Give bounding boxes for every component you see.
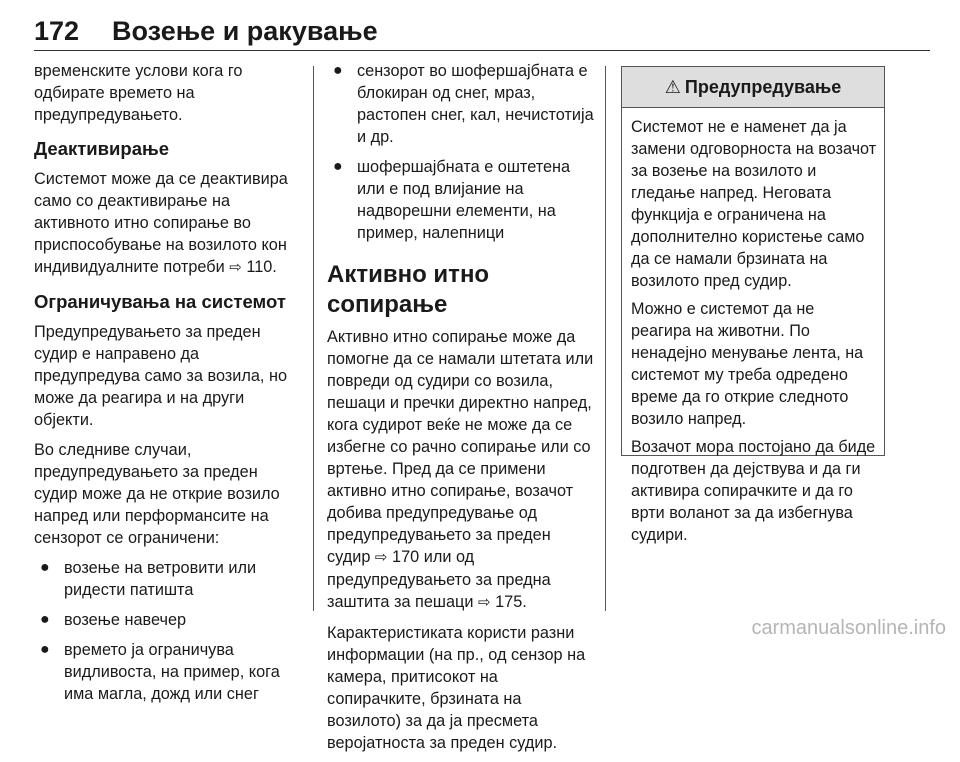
- heading-deactivate: Деактивирање: [34, 138, 170, 159]
- sensor-list: [327, 60, 595, 244]
- column-divider-2: [605, 66, 606, 611]
- list-item: ● возење на ветровити или ридести патишта: [40, 559, 257, 599]
- watermark-text: carmanualsonline.info: [751, 617, 946, 639]
- heading-limits: Ограничувања на системот: [34, 291, 286, 312]
- warning-title: Предупредување: [684, 76, 842, 97]
- active-braking-paragraph-2: Карактеристиката користи разни информации (на пр., од сензор на камера, притисокот на сопирачките, брзината на возилото) за да ја пресмета веројатноста за преден судир.: [327, 624, 586, 752]
- bullet-icon: ●: [40, 559, 50, 576]
- warning-triangle-icon: ⚠: [664, 76, 681, 97]
- page-reference[interactable]: 175.: [495, 593, 527, 611]
- bullet-icon: ●: [40, 641, 50, 658]
- header-divider: [34, 50, 930, 51]
- warning-paragraph-1: Системот не е наменет да ја замени одговорноста на возачот за возење на возилото и гледање напред. Неговата функција е ограничена на дополнително користење само да се намали брзината на возилото пред судир.: [631, 118, 877, 290]
- deactivate-paragraph: Системот може да се деактивира само со деактивирање на активното итно сопирање во приспособување на возилото кон индивидуалните потреби ⇨ 110.: [34, 170, 288, 276]
- limits-list: [34, 557, 304, 705]
- heading-active-braking: Активно итно сопирање: [327, 261, 490, 318]
- limits-paragraph-2: Во следниве случаи, предупредувањето за преден судир може да не открие возило напред или перформансите на сензорот се ограничени:: [34, 441, 280, 547]
- bullet-icon: ●: [333, 158, 343, 175]
- list-item: ● возење навечер: [40, 611, 187, 629]
- active-braking-paragraph-1: Активно итно сопирање може да помогне да се намали штетата или повреди од судири со возила, пешаци и пречки директно напред, кога судирот веќе не може да се избегне со рачно сопирање или со вртење. Пред да се примени активно итно сопирање, возачот добива предупредување од предупредувањето за преден судир ⇨ 170 или од предупредувањето за предна заштита за пешаци ⇨ 175.: [327, 328, 594, 611]
- column-divider-1: [313, 66, 314, 611]
- intro-paragraph: временските услови кога го одбирате времето на предупредувањето.: [34, 62, 243, 124]
- list-item: ● шофершајбната е оштетена или е под влијание на надворешни елементи, на пример, налепници: [333, 158, 571, 242]
- cross-reference-icon[interactable]: ⇨: [477, 594, 491, 611]
- chapter-title: Возење и ракување: [112, 16, 378, 46]
- column-1: [34, 60, 304, 713]
- page-reference[interactable]: 170: [392, 548, 420, 566]
- warning-header: [622, 67, 884, 108]
- limits-paragraph-1: Предупредувањето за преден судир е направено да предупредува само за возила, но може да реагира и на други објекти.: [34, 323, 288, 429]
- list-item: ● времето ја ограничува видливоста, на пример, кога има магла, дожд или снег: [40, 641, 280, 703]
- page-header: [34, 16, 930, 50]
- page-reference[interactable]: 110.: [246, 258, 277, 276]
- warning-paragraph-3: Возачот мора постојано да биде подготвен да дејствува и да ги активира сопирачките и да го врти воланот за да избегнува судири.: [631, 438, 876, 544]
- bullet-icon: ●: [333, 62, 343, 79]
- warning-body: [622, 108, 884, 546]
- column-2: [327, 60, 595, 762]
- bullet-icon: ●: [40, 611, 50, 628]
- list-item: ● сензорот во шофершајбната е блокиран од снег, мраз, растопен снег, кал, нечистотија и др.: [333, 62, 594, 146]
- warning-paragraph-2: Можно е системот да не реагира на животни. По ненадејно менување лента, на системот му треба одредено време да го открие следното возило напред.: [631, 300, 864, 428]
- warning-box: [621, 66, 885, 544]
- page-number: 172: [34, 16, 80, 46]
- cross-reference-icon[interactable]: ⇨: [229, 259, 242, 276]
- cross-reference-icon[interactable]: ⇨: [374, 549, 388, 566]
